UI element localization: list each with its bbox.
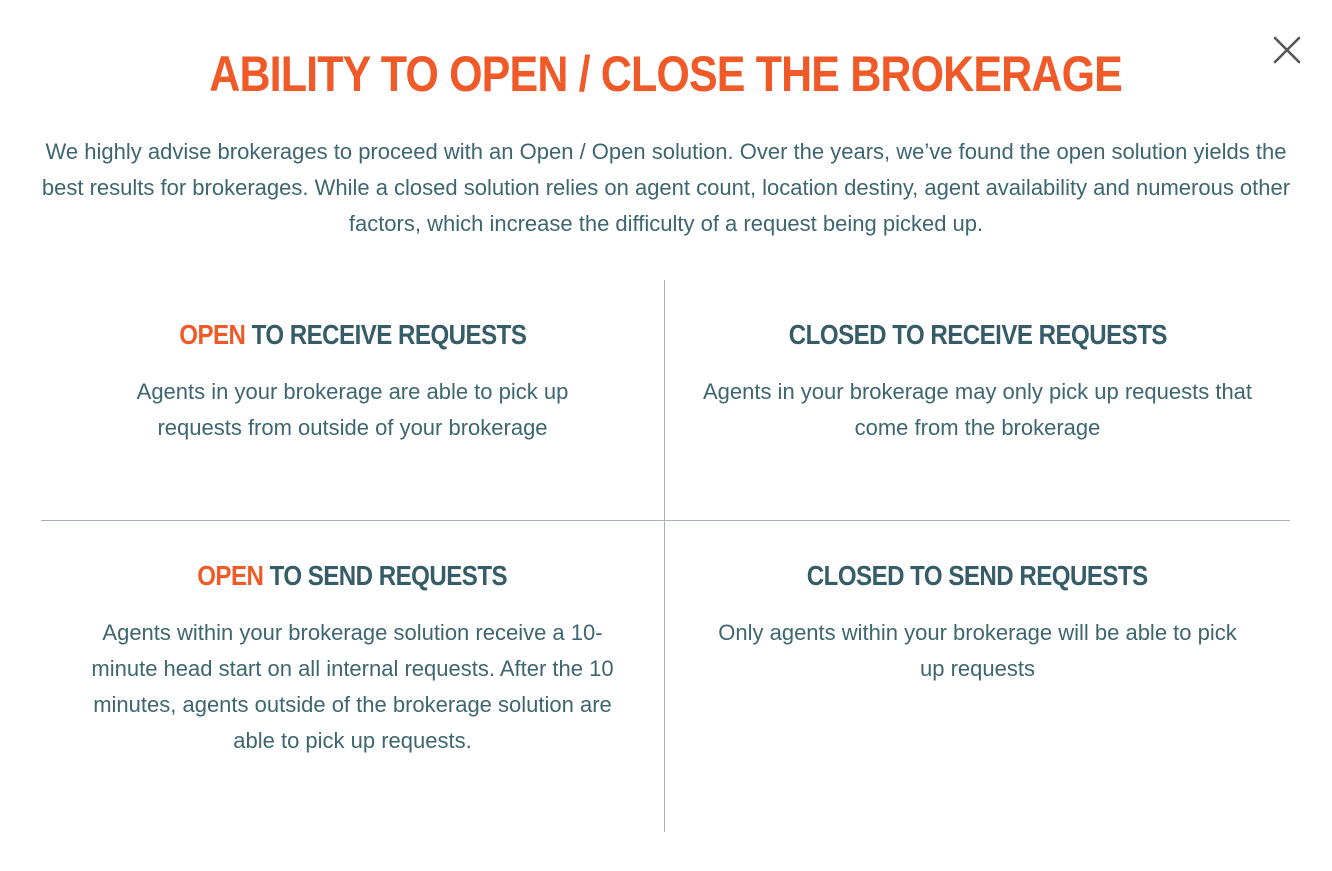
option-description: Agents in your brokerage are able to pick up requests from outside of your brokerage — [136, 379, 569, 440]
option-closed-send — [665, 559, 1290, 687]
option-heading — [41, 559, 664, 593]
heading-rest: TO RECEIVE REQUESTS — [245, 319, 527, 350]
option-heading — [41, 318, 664, 352]
heading-text: CLOSED TO RECEIVE REQUESTS — [788, 319, 1167, 350]
modal-title-text: ABILITY TO OPEN / CLOSE THE BROKERAGE — [209, 46, 1123, 102]
heading-text: CLOSED TO SEND REQUESTS — [807, 560, 1148, 591]
option-description: Agents within your brokerage solution receive a 10-minute head start on all internal requests. After the 10 minutes, agents outside of the brokerage solution are able to pick up requests. — [91, 620, 614, 753]
heading-rest: TO SEND REQUESTS — [263, 560, 508, 591]
option-open-receive — [41, 318, 664, 446]
heading-accent: OPEN — [178, 319, 246, 350]
horizontal-divider — [41, 520, 1290, 521]
heading-accent: OPEN — [197, 560, 264, 591]
option-open-send — [41, 559, 664, 759]
option-description: Only agents within your brokerage will be able to pick up requests — [718, 620, 1237, 681]
option-closed-receive — [665, 318, 1290, 446]
option-description: Agents in your brokerage may only pick up requests that come from the brokerage — [702, 379, 1253, 440]
modal-title — [0, 44, 1332, 104]
option-heading — [665, 318, 1290, 352]
option-heading — [665, 559, 1290, 593]
intro-text: We highly advise brokerages to proceed with an Open / Open solution. Over the years, we’ve found the open solution yields the best results for brokerages. While a closed solution relies on agent count, location destiny, agent availability and numerous other factors, which increase the difficulty of a request being picked up. — [41, 139, 1291, 236]
